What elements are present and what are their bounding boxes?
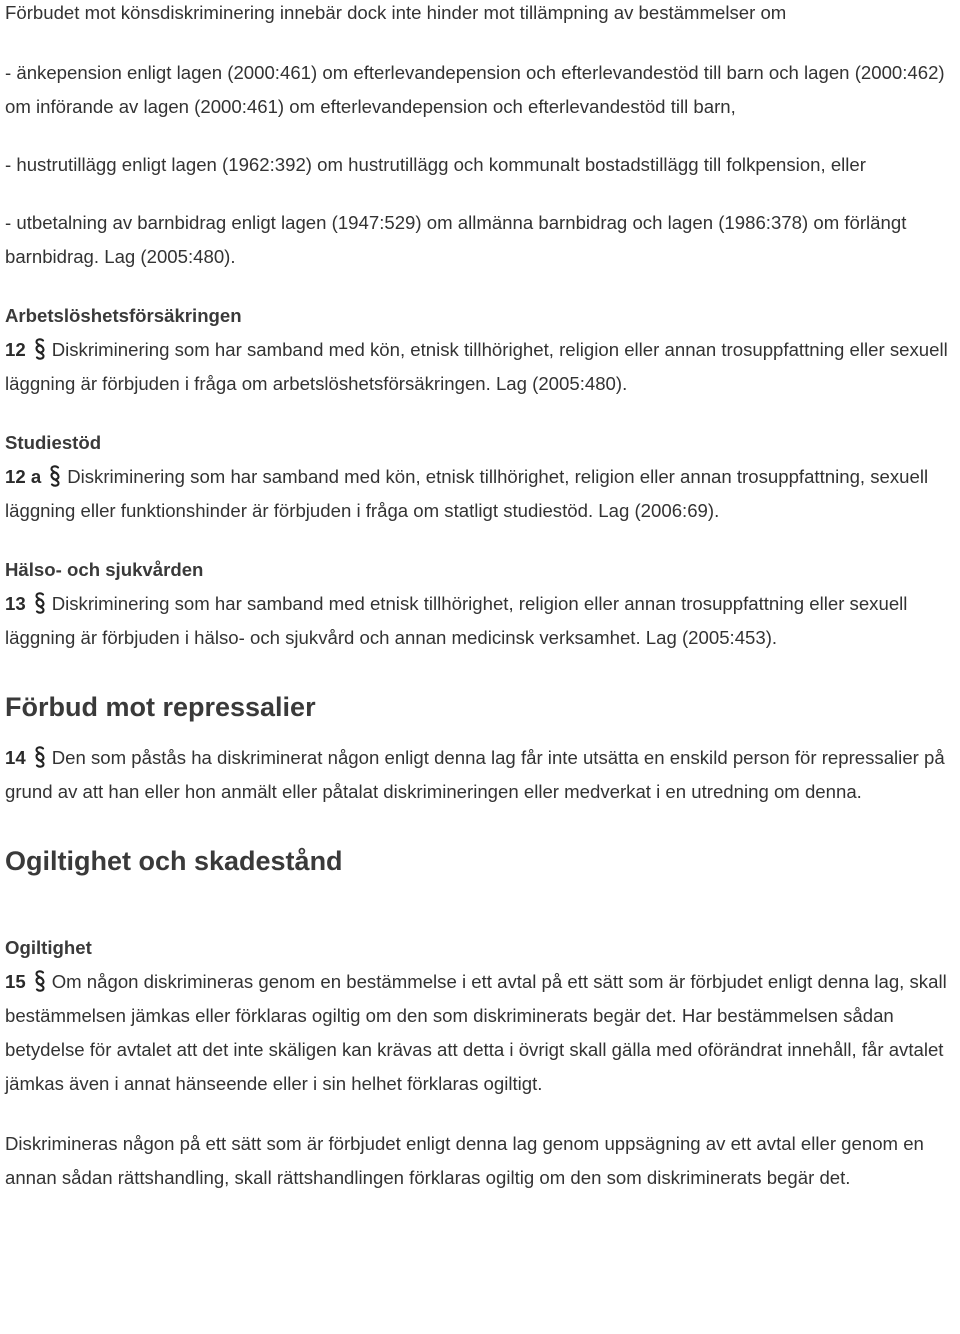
section-text: Den som påstås ha diskriminerat någon enligt denna lag får inte utsätta en enskild person för repressalier på grund av att han eller hon anmält eller påtalat diskrimineringen eller medverkat i en utredning om denna. bbox=[5, 747, 945, 802]
exception-item: - utbetalning av barnbidrag enligt lagen (1947:529) om allmänna barnbidrag och lagen (1986:378) om förlängt barnbidrag. Lag (2005:480). bbox=[5, 212, 907, 267]
document-body bbox=[5, 0, 955, 1195]
section-text: Diskriminering som har samband med kön, etnisk tillhörighet, religion eller annan trosuppfattning, sexuell läggning eller funktionshinder är förbjuden i fråga om statligt studiestöd. Lag (2006:69). bbox=[5, 466, 929, 521]
chapter-heading: Förbud mot repressalier bbox=[5, 692, 316, 722]
section-number: 14 bbox=[5, 747, 26, 768]
chapter-heading: Ogiltighet och skadestånd bbox=[5, 846, 343, 876]
section-number: 13 bbox=[5, 593, 26, 614]
section-paragraph bbox=[5, 965, 955, 1101]
paragraph-sign-icon[interactable] bbox=[34, 592, 46, 614]
section-text: Diskriminering som har samband med kön, etnisk tillhörighet, religion eller annan trosuppfattning eller sexuell läggning är förbjuden i fråga om arbetslöshetsförsäkringen. Lag (2005:480). bbox=[5, 339, 948, 394]
section-paragraph bbox=[5, 333, 955, 401]
section-heading: Ogiltighet bbox=[5, 937, 92, 958]
paragraph-sign-icon[interactable] bbox=[34, 970, 46, 992]
section-paragraph bbox=[5, 741, 955, 809]
section-paragraph bbox=[5, 460, 955, 528]
section-number: 15 bbox=[5, 971, 26, 992]
intro-paragraph: Förbudet mot könsdiskriminering innebär dock inte hinder mot tillämpning av bestämmelser om bbox=[5, 2, 787, 23]
section-text: Om någon diskrimineras genom en bestämmelse i ett avtal på ett sätt som är förbjudet enligt denna lag, skall bestämmelsen jämkas eller förklaras ogiltig om den som diskriminerats begär det. Har bestämmelsen sådan betydelse för avtalet att det inte skäligen kan krävas att detta i övrigt skall gälla med oförändrat innehåll, får avtalet jämkas även i annat hänseende eller i sin helhet förklaras ogiltigt. bbox=[5, 971, 947, 1094]
section-paragraph bbox=[5, 587, 955, 655]
section-heading: Arbetslöshetsförsäkringen bbox=[5, 305, 242, 326]
section-heading: Hälso- och sjukvården bbox=[5, 559, 204, 580]
section-number: 12 a bbox=[5, 466, 42, 487]
section-text: Diskriminering som har samband med etnisk tillhörighet, religion eller annan trosuppfattning eller sexuell läggning är förbjuden i hälso- och sjukvård och annan medicinsk verksamhet. Lag (2005:453). bbox=[5, 593, 908, 648]
paragraph-sign-icon[interactable] bbox=[34, 746, 46, 768]
paragraph-sign-icon[interactable] bbox=[49, 465, 61, 487]
section-heading: Studiestöd bbox=[5, 432, 102, 453]
exception-item: - änkepension enligt lagen (2000:461) om efterlevandepension och efterlevandestöd till barn och lagen (2000:462) om införande av lagen (2000:461) om efterlevandepension och efterlevandestöd till barn, bbox=[5, 62, 945, 117]
paragraph-sign-icon[interactable] bbox=[34, 338, 46, 360]
section-paragraph-continued: Diskrimineras någon på ett sätt som är förbjudet enligt denna lag genom uppsägning av ett avtal eller genom en annan sådan rättshandling, skall rättshandlingen förklaras ogiltig om den som diskriminerats begär det. bbox=[5, 1133, 924, 1188]
exception-item: - hustrutillägg enligt lagen (1962:392) om hustrutillägg och kommunalt bostadstillägg till folkpension, eller bbox=[5, 154, 866, 175]
section-number: 12 bbox=[5, 339, 26, 360]
